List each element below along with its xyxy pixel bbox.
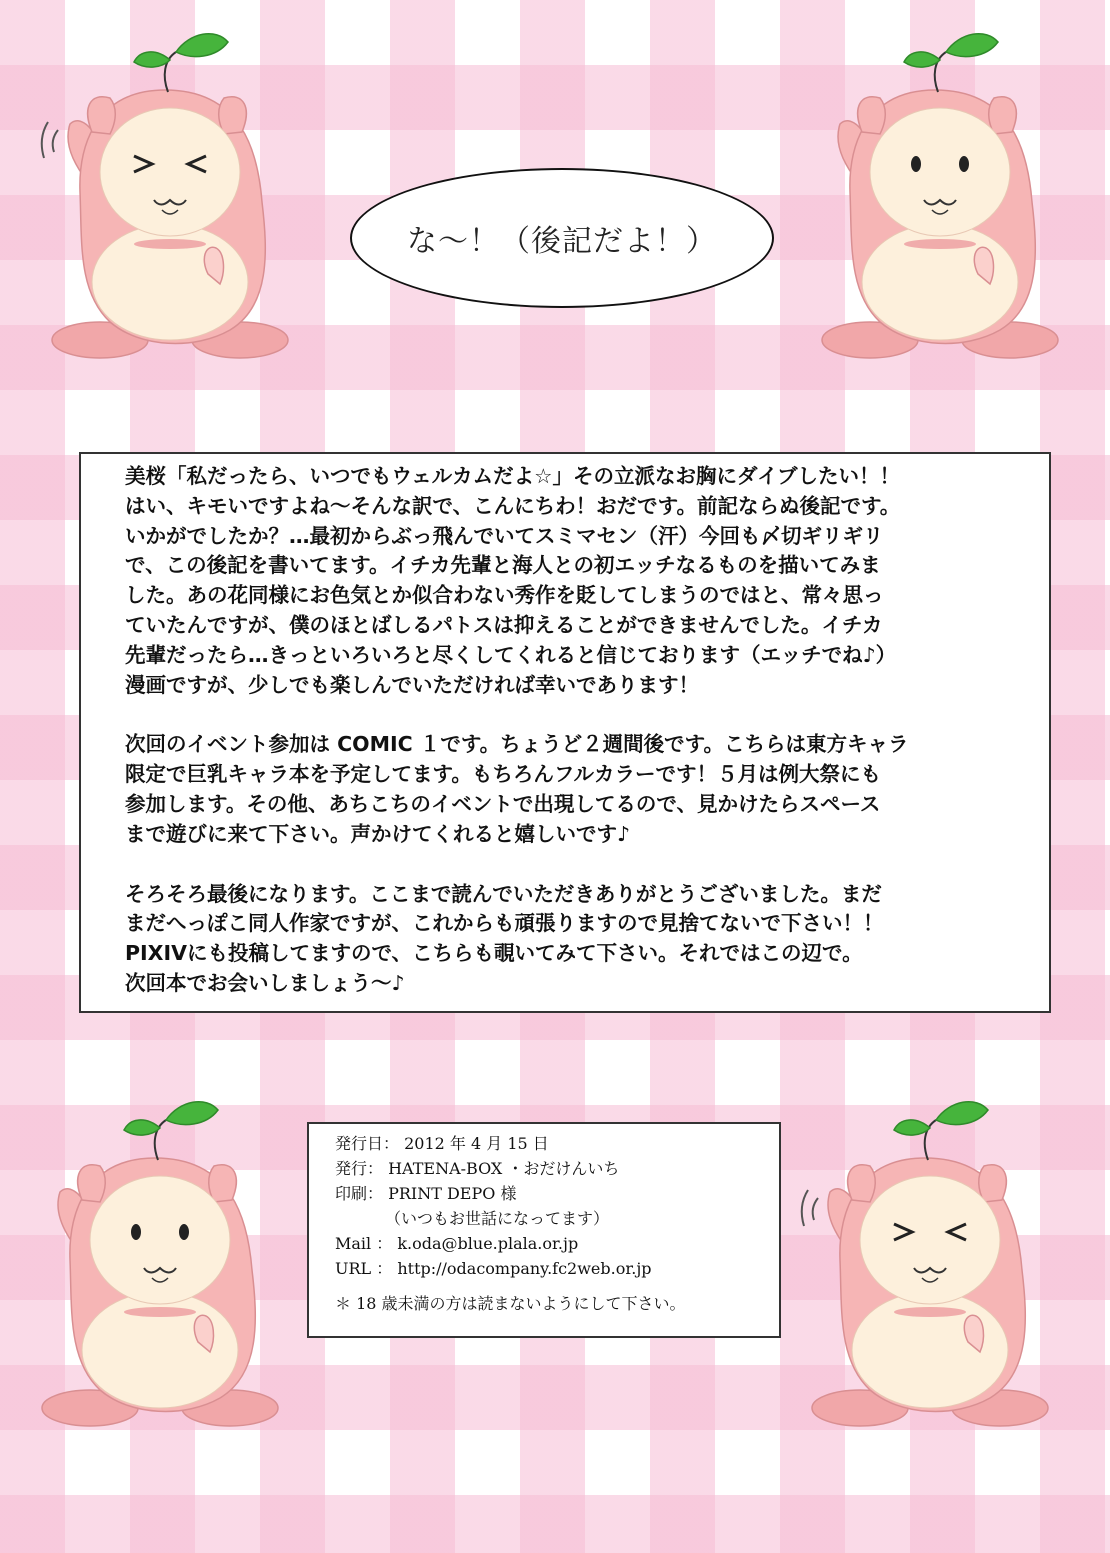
printer: 印刷： PRINT DEPO 様 [335,1184,517,1203]
afterword-line: 参加します。その他、あちこちのイベントで出現してるので、見かけたらスペース [125,791,881,816]
afterword-line: はい、キモいですよね～そんな訳で、こんにちわ！おだです。前記ならぬ後記です。 [125,493,901,518]
mail: Mail ： k.oda@blue.plala.or.jp [335,1234,579,1253]
afterword-line: そろそろ最後になります。ここまで読んでいただきありがとうございました。まだ [125,881,882,906]
paragraph-gap [125,700,1019,730]
issue-date: 発行日： 2012 年 4 月 15 日 [335,1134,549,1153]
sprout-mascot-icon [800,12,1070,362]
afterword-line: で、この後記を書いてます。イチカ先輩と海人との初エッチなるものを描いてみま [125,553,881,578]
url: URL ： http://odacompany.fc2web.or.jp [335,1259,652,1278]
sprout-mascot-icon [20,1080,290,1430]
spacer [335,1281,779,1291]
printer-note: （いつもお世話になってます） [385,1209,610,1228]
afterword-line: 次回本でお会いしましょう～♪ [125,970,405,995]
paragraph-gap [125,850,1019,880]
sprout-mascot-icon [790,1080,1060,1430]
afterword-line: 限定で巨乳キャラ本を予定してます。もちろんフルカラーです！５月は例大祭にも [125,762,882,787]
afterword-line: PIXIVにも投稿してますので、こちらも覗いてみて下さい。それではこの辺で。 [125,941,863,966]
afterword-line: 美桜「私だったら、いつでもウェルカムだよ☆」その立派なお胸にダイブしたい！！ [125,464,901,488]
colophon-box [307,1122,781,1338]
afterword-line: した。あの花同様にお色気とか似合わない秀作を貶してしまうのではと、常々思っ [125,583,884,608]
speech-bubble [350,168,774,308]
afterword-line: 次回のイベント参加は COMIC １です。ちょうど２週間後です。こちらは東方キャラ [125,732,909,757]
sprout-mascot-icon [30,12,300,362]
afterword-box [79,452,1051,1013]
afterword-line: まで遊びに来て下さい。声かけてくれると嬉しいです♪ [125,821,631,846]
age-warning: ＊ 18 歳未満の方は読まないようにして下さい。 [335,1294,686,1313]
speech-bubble-text: な～！（後記だよ！） [407,224,717,259]
afterword-line: 漫画ですが、少しでも楽しんでいただければ幸いであります！ [125,672,699,697]
afterword-line: まだへっぽこ同人作家ですが、これからも頑張りますので見捨てないで下さい！！ [125,911,884,936]
afterword-line: いかがでしたか？…最初からぶっ飛んでいてスミマセン（汗）今回も〆切ギリギリ [125,523,884,548]
publisher: 発行： HATENA-BOX ・おだけんいち [335,1159,620,1178]
afterword-line: 先輩だったら…きっといろいろと尽くしてくれると信じております（エッチでね♪） [125,642,897,667]
afterword-line: ていたんですが、僕のほとばしるパトスは抑えることができませんでした。イチカ [125,612,883,637]
